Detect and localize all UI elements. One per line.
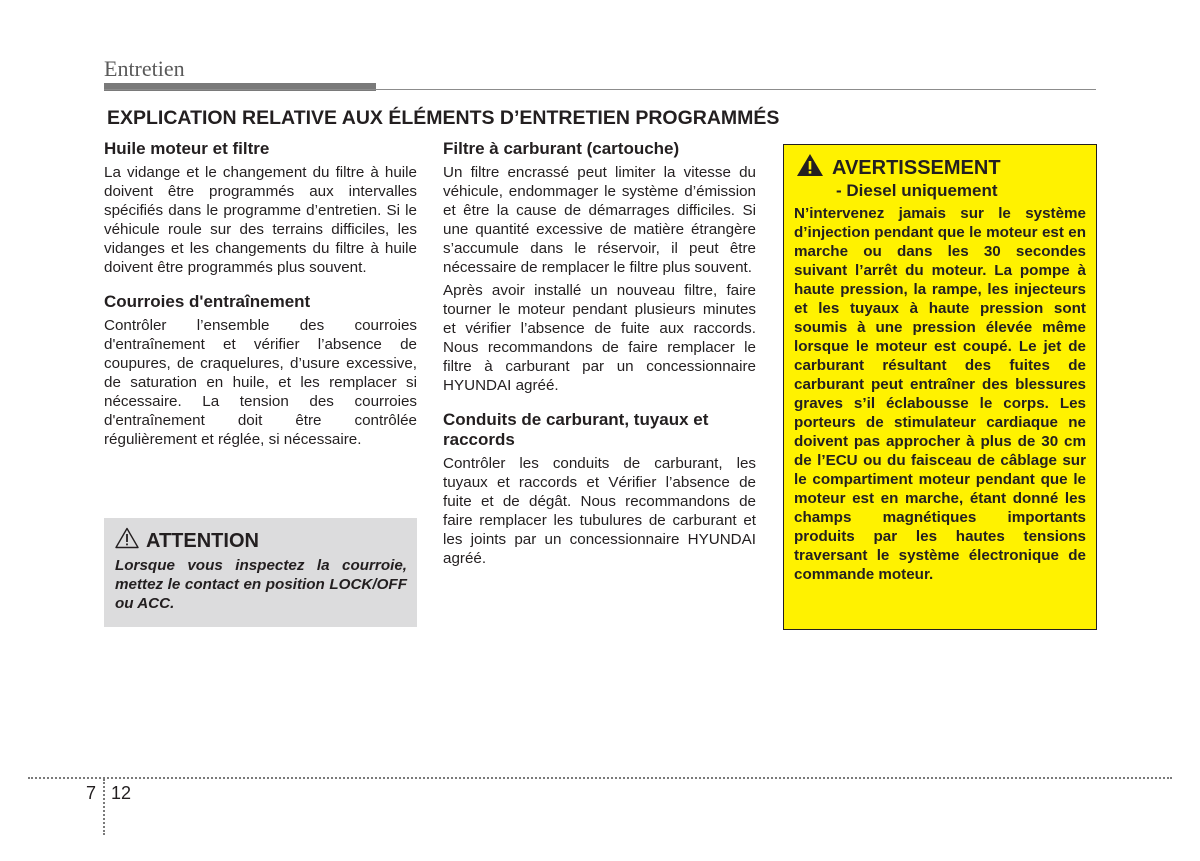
fuel-filter-text-2: Après avoir installé un nouveau filtre, faire tourner le moteur pendant plusieurs minutes et vérifier l’absence de fuite aux raccords. Nous recommandons de faire remplacer le filtre à carburant par un concessionnaire HYUNDAI agréé. — [443, 282, 756, 394]
column-left — [104, 139, 417, 449]
warning-text: N’intervenez jamais sur le système d’injection pendant que le moteur est en marche ou dans les 30 secondes suivant l’arrêt du moteur. La pompe à haute pression, la rampe, les injecteurs et les tuyaux à haute pression sont soumis à une pression élevée même lorsque le moteur est coupé. Le jet de carburant résultant des fuites de carburant peut entraîner des blessures graves s’il éclabousse le corps. Les porteurs de stimulateur cardiaque ne doivent pas approcher à plus de 30 cm de l’ECU ou du faisceau de câblage sur le compartiment moteur pendant que le moteur est en marche, étant donné les champs magnétiques importants produits par les hautes tensions traversant le système électronique de commande moteur. — [794, 205, 1086, 583]
warning-title: AVERTISSEMENT — [832, 156, 1001, 179]
fuel-filter-text-1: Un filtre encrassé peut limiter la vitesse du véhicule, endommager le système d’émission et être la cause de démarrages difficiles. Si une quantité excessive de matière étrangère s’accumule dans le réservoir, il peut être nécessaire de remplacer le filtre plus souvent. — [443, 164, 756, 276]
fuel-filter-heading: Filtre à carburant (cartouche) — [443, 139, 680, 158]
footer-rule — [28, 777, 1172, 779]
attention-title-row — [115, 528, 407, 554]
attention-box — [104, 518, 417, 627]
section-title: Entretien — [104, 56, 185, 81]
footer-divider — [103, 779, 105, 835]
header-rule — [104, 89, 1096, 90]
warning-box — [783, 144, 1097, 630]
engine-oil-text: La vidange et le changement du filtre à huile doivent être programmés aux intervalles spécifiés dans le programme d’entretien. Si le véhicule roule sur des terrains difficiles, les vidanges et les changements du filtre à huile doivent être programmés plus souvent. — [104, 164, 417, 276]
fuel-lines-text: Contrôler les conduits de carburant, les tuyaux et raccords et Vérifier l’absence de fuite et de dégât. Nous recommandons de faire remplacer les tubulures de carburant et les joints par un concessionnaire HYUNDAI agréé. — [443, 455, 756, 567]
fuel-lines-heading: Conduits de carburant, tuyaux et raccords — [443, 410, 709, 449]
warning-triangle-icon — [794, 153, 832, 183]
attention-title: ATTENTION — [146, 529, 259, 552]
engine-oil-heading: Huile moteur et filtre — [104, 139, 270, 158]
column-middle — [443, 139, 756, 568]
warning-subtitle: - Diesel uniquement — [836, 181, 998, 200]
drive-belts-heading: Courroies d'entraînement — [104, 292, 311, 311]
page-number: 12 — [111, 783, 132, 803]
page-heading: EXPLICATION RELATIVE AUX ÉLÉMENTS D’ENTRETIEN PROGRAMMÉS — [107, 107, 780, 129]
warning-triangle-icon — [115, 527, 146, 555]
warning-title-row — [794, 155, 1086, 181]
attention-text: Lorsque vous inspectez la courroie, mettez le contact en position LOCK/OFF ou ACC. — [115, 557, 407, 612]
chapter-number: 7 — [86, 783, 97, 803]
drive-belts-text: Contrôler l’ensemble des courroies d'entraînement et vérifier l’absence de coupures, de craquelures, d’usure excessive, de saturation en huile, et les remplacer si nécessaire. La tension des courroies d'entraînement doit être contrôlée régulièrement et réglée, si nécessaire. — [104, 317, 417, 448]
